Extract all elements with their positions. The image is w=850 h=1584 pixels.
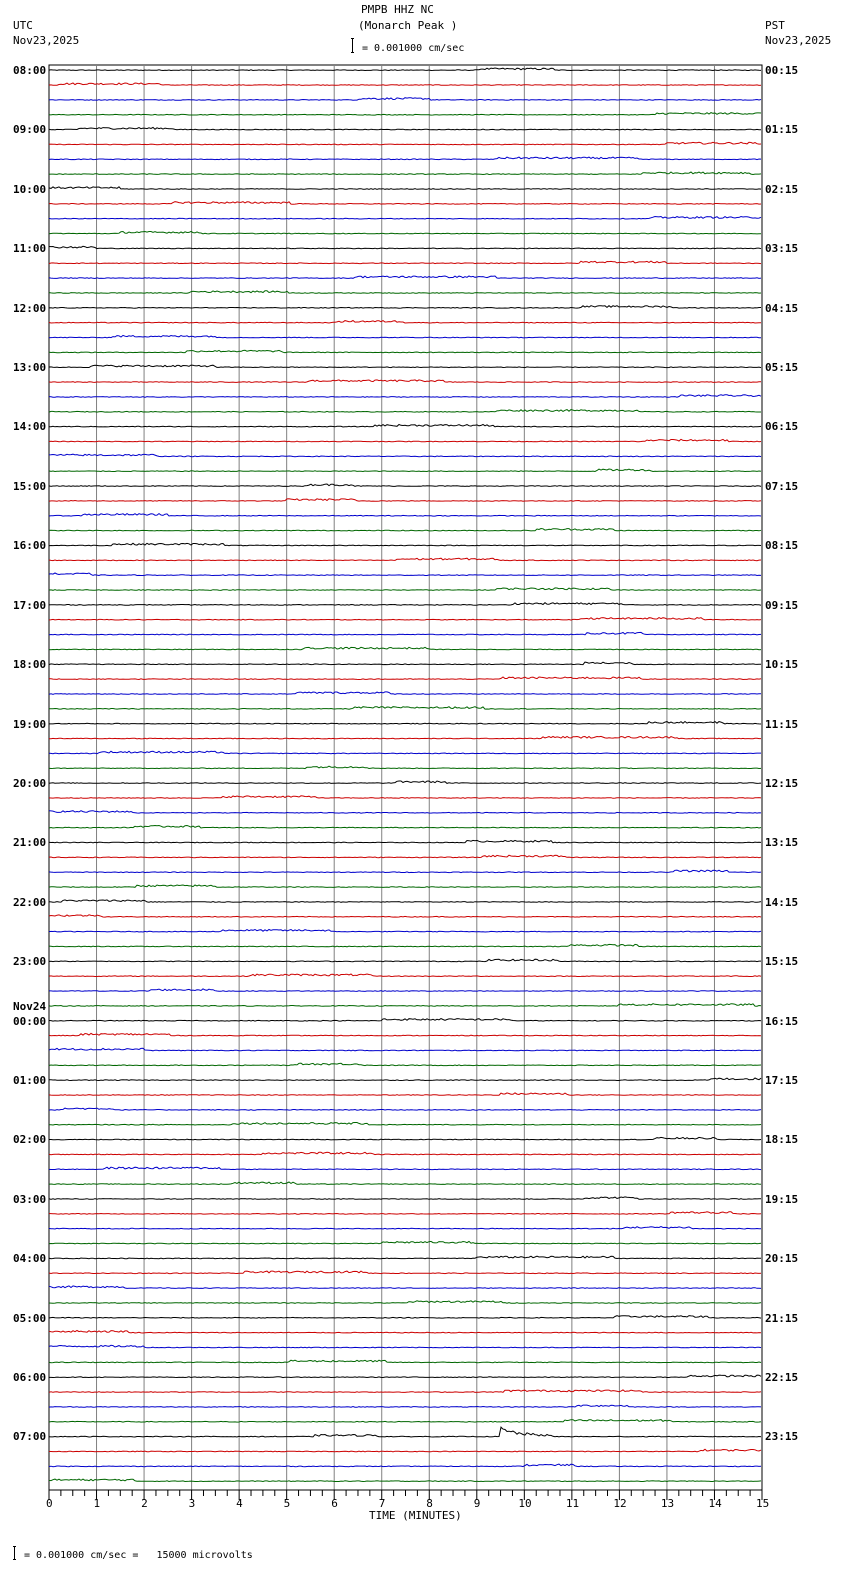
utc-hour-label: 09:00 [13, 123, 47, 137]
seismic-trace [49, 1004, 761, 1007]
seismic-trace [49, 499, 761, 501]
seismic-trace [49, 217, 761, 220]
utc-hour-label: 20:00 [13, 776, 47, 790]
utc-hour-label: 02:00 [13, 1133, 47, 1147]
seismic-trace [49, 915, 761, 917]
seismic-trace [49, 959, 761, 962]
pst-hour-label: 16:15 [765, 1014, 799, 1028]
seismic-trace [49, 618, 761, 621]
seismic-trace [49, 989, 761, 992]
seismic-trace [49, 1227, 761, 1229]
utc-hour-label: 21:00 [13, 836, 47, 850]
seismic-trace [49, 306, 761, 309]
seismic-trace [49, 395, 761, 398]
seismic-trace [49, 1152, 761, 1155]
seismic-trace [49, 662, 761, 665]
x-tick-label: 4 [236, 1497, 243, 1510]
seismic-trace [49, 558, 761, 561]
seismic-trace [49, 1427, 761, 1437]
seismic-trace [49, 1360, 761, 1363]
seismic-trace [49, 1078, 761, 1081]
seismic-trace [49, 335, 761, 338]
utc-hour-label: 01:00 [13, 1073, 47, 1087]
pst-hour-label: 03:15 [765, 242, 799, 256]
seismic-trace [49, 1301, 761, 1304]
x-tick-label: 0 [46, 1497, 53, 1510]
seismic-trace [49, 543, 761, 546]
seismic-trace [49, 826, 761, 829]
x-tick-label: 10 [518, 1497, 532, 1510]
seismic-trace [49, 1108, 761, 1110]
seismic-trace [49, 930, 761, 933]
station-location: (Monarch Peak ) [358, 19, 458, 32]
seismic-trace [49, 321, 761, 324]
seismic-trace [49, 573, 761, 576]
seismic-trace [49, 172, 761, 175]
seismic-trace [49, 781, 761, 783]
seismic-trace [49, 1093, 761, 1095]
x-tick-label: 1 [93, 1497, 101, 1510]
seismic-trace [49, 1375, 761, 1378]
seismic-trace [49, 1182, 761, 1185]
utc-hour-label: 18:00 [13, 658, 47, 672]
seismic-trace [49, 1019, 761, 1022]
seismic-trace [49, 1316, 761, 1319]
utc-hour-label: 03:00 [13, 1192, 47, 1206]
seismic-trace [49, 1420, 761, 1423]
footer-scale-icon [13, 1546, 16, 1560]
pst-hour-label: 02:15 [765, 182, 799, 196]
seismic-trace [49, 469, 761, 472]
utc-hour-label: 23:00 [13, 955, 47, 969]
seismic-trace [49, 1286, 761, 1289]
x-axis-title: TIME (MINUTES) [369, 1509, 462, 1522]
seismic-trace [49, 647, 761, 650]
seismic-trace [49, 870, 761, 873]
pst-hour-label: 17:15 [765, 1073, 799, 1087]
seismic-trace [49, 1449, 761, 1452]
seismic-trace [49, 425, 761, 428]
pst-hour-label: 21:15 [765, 1311, 799, 1325]
utc-hour-label: 19:00 [13, 717, 47, 731]
right-timezone: PST [765, 19, 785, 32]
pst-hour-label: 15:15 [765, 955, 799, 969]
plot-frame [49, 65, 762, 1490]
seismic-trace [49, 722, 761, 725]
seismic-trace [49, 98, 761, 101]
seismic-trace [49, 68, 761, 71]
pst-hour-label: 12:15 [765, 776, 799, 790]
utc-hour-label: 07:00 [13, 1430, 47, 1444]
seismic-trace [49, 142, 761, 145]
seismic-trace [49, 365, 761, 368]
x-tick-label: 7 [378, 1497, 386, 1510]
x-tick-label: 9 [473, 1497, 481, 1510]
seismic-trace [49, 1464, 761, 1467]
utc-hour-label: 13:00 [13, 361, 47, 375]
seismic-trace [49, 796, 761, 799]
pst-hour-label: 00:15 [765, 64, 799, 77]
utc-hour-label: 05:00 [13, 1311, 47, 1325]
utc-hour-label: 11:00 [13, 242, 47, 256]
seismic-trace [49, 840, 761, 843]
right-date: Nov23,2025 [765, 34, 832, 47]
utc-hour-label: 06:00 [13, 1371, 47, 1385]
utc-hour-label: 12:00 [13, 301, 47, 315]
x-tick-label: 14 [708, 1497, 722, 1510]
x-tick-label: 5 [283, 1497, 291, 1510]
seismic-trace [49, 1390, 761, 1393]
footer-scale-note: = 0.001000 cm/sec = 15000 microvolts [24, 1550, 253, 1561]
seismic-trace [49, 157, 761, 160]
seismic-trace [49, 350, 761, 352]
seismic-trace [49, 1345, 761, 1348]
seismic-trace [49, 974, 761, 977]
seismic-trace [49, 900, 761, 902]
x-tick-label: 3 [188, 1497, 196, 1510]
seismic-trace [49, 766, 761, 768]
seismic-trace [49, 276, 761, 279]
x-tick-label: 2 [141, 1497, 148, 1510]
utc-hour-label: 16:00 [13, 539, 47, 553]
x-tick-label: 13 [660, 1497, 675, 1510]
seismic-trace [49, 113, 761, 116]
seismic-trace [49, 246, 761, 248]
seismic-trace [49, 1405, 761, 1407]
seismic-trace [49, 1033, 761, 1036]
seismic-trace [49, 1063, 761, 1066]
seismic-trace [49, 603, 761, 606]
scale-label: = 0.001000 cm/sec [362, 43, 465, 54]
seismic-trace [49, 83, 761, 86]
seismic-trace [49, 588, 761, 591]
pst-hour-label: 14:15 [765, 895, 799, 909]
seismic-trace [49, 1137, 761, 1140]
seismic-trace [49, 811, 761, 814]
seismic-trace [49, 202, 761, 205]
seismic-trace [49, 1241, 761, 1244]
seismic-trace [49, 454, 761, 457]
left-timezone: UTC [13, 19, 33, 32]
seismic-trace [49, 1167, 761, 1170]
pst-hour-label: 04:15 [765, 301, 799, 315]
seismic-trace [49, 632, 761, 635]
seismic-trace [49, 692, 761, 694]
pst-hour-label: 18:15 [765, 1133, 799, 1147]
left-date: Nov23,2025 [13, 34, 80, 47]
seismic-trace [49, 1212, 761, 1215]
seismic-trace [49, 514, 761, 517]
seismic-trace [49, 231, 761, 234]
utc-hour-label: 14:00 [13, 420, 47, 434]
seismic-trace [49, 885, 761, 887]
seismic-trace [49, 707, 761, 710]
utc-hour-label: 04:00 [13, 1252, 47, 1266]
x-tick-label: 15 [756, 1497, 770, 1510]
pst-hour-label: 05:15 [765, 361, 799, 375]
utc-hour-label: 08:00 [13, 64, 47, 77]
utc-hour-label: 22:00 [13, 895, 47, 909]
seismic-trace [49, 1197, 761, 1199]
seismic-trace [49, 677, 761, 680]
seismic-trace [49, 1123, 761, 1126]
x-tick-label: 6 [331, 1497, 338, 1510]
x-tick-label: 12 [613, 1497, 627, 1510]
seismic-trace [49, 484, 761, 486]
seismic-trace [49, 1048, 761, 1051]
pst-hour-label: 13:15 [765, 836, 799, 850]
seismic-trace [49, 291, 761, 294]
seismic-trace [49, 380, 761, 383]
pst-hour-label: 19:15 [765, 1192, 799, 1206]
utc-hour-label: 15:00 [13, 479, 47, 493]
utc-hour-label: 10:00 [13, 182, 47, 196]
pst-hour-label: 11:15 [765, 717, 799, 731]
pst-hour-label: 20:15 [765, 1252, 799, 1266]
seismic-trace [49, 127, 761, 129]
seismic-trace [49, 736, 761, 739]
seismic-trace [49, 1331, 761, 1334]
seismic-trace [49, 855, 761, 858]
seismic-trace [49, 1271, 761, 1274]
pst-hour-label: 06:15 [765, 420, 799, 434]
utc-hour-label: 00:00 [13, 1014, 47, 1028]
seismic-trace [49, 261, 761, 264]
seismic-trace [49, 1256, 761, 1259]
seismic-trace [49, 187, 761, 190]
pst-hour-label: 07:15 [765, 479, 799, 493]
seismic-trace [49, 529, 761, 532]
seismic-trace [49, 944, 761, 946]
seismic-trace [49, 439, 761, 442]
pst-hour-label: 01:15 [765, 123, 799, 137]
utc-hour-label: 17:00 [13, 598, 47, 612]
pst-hour-label: 09:15 [765, 598, 799, 612]
seismic-trace [49, 410, 761, 413]
seismic-trace [49, 1479, 761, 1481]
seismic-trace [49, 751, 761, 754]
pst-hour-label: 08:15 [765, 539, 799, 553]
date-change-label: Nov24 [13, 999, 47, 1013]
x-tick-label: 11 [565, 1497, 580, 1510]
pst-hour-label: 22:15 [765, 1371, 799, 1385]
station-title: PMPB HHZ NC [361, 3, 434, 16]
x-tick-label: 8 [426, 1497, 433, 1510]
pst-hour-label: 10:15 [765, 658, 799, 672]
pst-hour-label: 23:15 [765, 1430, 799, 1444]
